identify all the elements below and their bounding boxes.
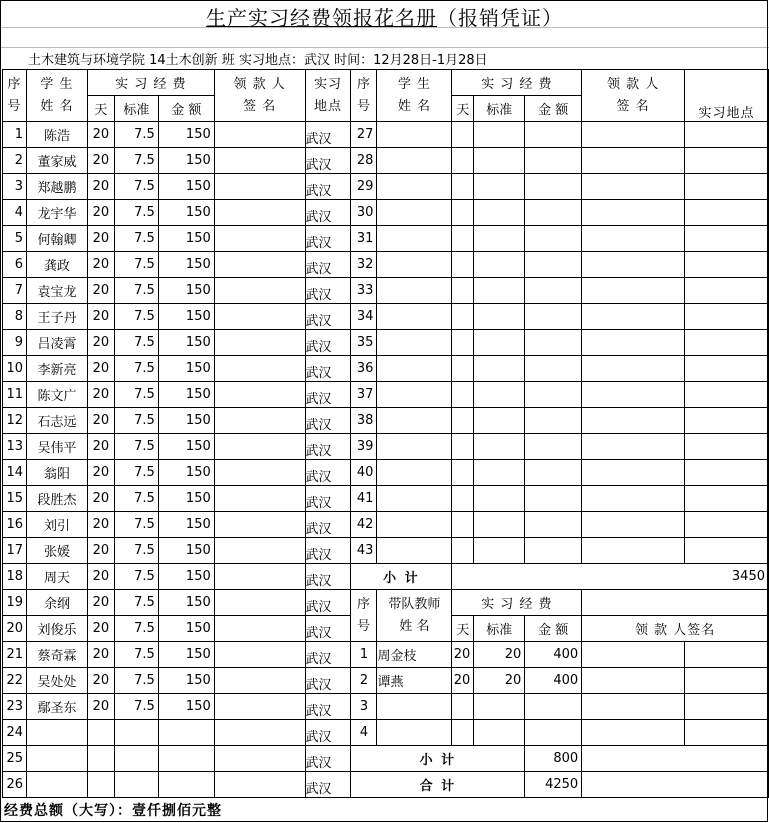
header-name: 学 生 姓 名 xyxy=(26,70,87,122)
row-amount: 150 xyxy=(158,434,214,460)
row-seq-2: 42 xyxy=(351,512,377,538)
student-name: 周天 xyxy=(26,564,87,590)
teacher-header-amount: 金 额 xyxy=(525,616,582,642)
student-name: 郑越鹏 xyxy=(26,174,87,200)
row-standard: 7.5 xyxy=(114,694,158,720)
header-day: 天 xyxy=(87,96,114,122)
row-days: 20 xyxy=(87,434,114,460)
row-seq: 1 xyxy=(3,122,27,148)
row-location: 武汉 xyxy=(305,486,351,512)
row-standard: 7.5 xyxy=(114,642,158,668)
row-location: 武汉 xyxy=(305,616,351,642)
row-days: 20 xyxy=(87,538,114,564)
subtotal-value: 3450 xyxy=(684,564,768,590)
header-amount-2: 金 额 xyxy=(525,96,582,122)
student-name: 何翰卿 xyxy=(26,226,87,252)
row-seq: 25 xyxy=(3,746,27,772)
row-standard: 7.5 xyxy=(114,304,158,330)
student-name: 袁宝龙 xyxy=(26,278,87,304)
student-name: 陈浩 xyxy=(26,122,87,148)
row-seq-2: 43 xyxy=(351,538,377,564)
teacher-header-day: 天 xyxy=(452,616,474,642)
row-location: 武汉 xyxy=(305,174,351,200)
row-amount: 150 xyxy=(158,668,214,694)
row-location: 武汉 xyxy=(305,538,351,564)
row-location: 武汉 xyxy=(305,668,351,694)
row-standard: 7.5 xyxy=(114,252,158,278)
row-days: 20 xyxy=(87,304,114,330)
grand-total-value: 4250 xyxy=(525,772,582,798)
teacher-header-name: 带队教师 姓 名 xyxy=(377,590,452,642)
student-name: 刘引 xyxy=(26,512,87,538)
row-seq-2: 33 xyxy=(351,278,377,304)
row-seq: 20 xyxy=(3,616,27,642)
student-name: 李新亮 xyxy=(26,356,87,382)
row-seq: 6 xyxy=(3,252,27,278)
row-standard: 7.5 xyxy=(114,616,158,642)
row-seq-2: 32 xyxy=(351,252,377,278)
row-seq-2: 29 xyxy=(351,174,377,200)
row-amount: 150 xyxy=(158,174,214,200)
header-seq: 序 号 xyxy=(3,70,27,122)
row-seq: 7 xyxy=(3,278,27,304)
row-days: 20 xyxy=(87,642,114,668)
row-standard: 7.5 xyxy=(114,226,158,252)
header-name-2: 学 生 姓 名 xyxy=(377,70,452,122)
row-location: 武汉 xyxy=(305,226,351,252)
student-name: 段胜杰 xyxy=(26,486,87,512)
row-amount: 150 xyxy=(158,694,214,720)
row-standard: 7.5 xyxy=(114,564,158,590)
teacher-days: 20 xyxy=(452,642,474,668)
row-amount: 150 xyxy=(158,382,214,408)
teacher-seq: 4 xyxy=(351,720,377,746)
row-days: 20 xyxy=(87,174,114,200)
teacher-amount: 400 xyxy=(525,668,582,694)
subtotal-label: 小 计 xyxy=(351,564,452,590)
row-standard: 7.5 xyxy=(114,356,158,382)
row-standard: 7.5 xyxy=(114,668,158,694)
row-standard: 7.5 xyxy=(114,148,158,174)
header-location: 实习 地点 xyxy=(305,70,351,122)
teacher-seq: 1 xyxy=(351,642,377,668)
row-days: 20 xyxy=(87,356,114,382)
row-seq-2: 36 xyxy=(351,356,377,382)
row-seq-2: 30 xyxy=(351,200,377,226)
row-location: 武汉 xyxy=(305,200,351,226)
row-days: 20 xyxy=(87,668,114,694)
row-amount: 150 xyxy=(158,122,214,148)
student-name: 吕凌霄 xyxy=(26,330,87,356)
student-name: 鄢圣东 xyxy=(26,694,87,720)
student-name: 吴处处 xyxy=(26,668,87,694)
row-seq: 16 xyxy=(3,512,27,538)
row-standard: 7.5 xyxy=(114,330,158,356)
row-location: 武汉 xyxy=(305,564,351,590)
row-location: 武汉 xyxy=(305,304,351,330)
student-name: 张媛 xyxy=(26,538,87,564)
row-standard: 7.5 xyxy=(114,512,158,538)
row-days: 20 xyxy=(87,278,114,304)
row-seq: 22 xyxy=(3,668,27,694)
row-amount: 150 xyxy=(158,148,214,174)
row-location: 武汉 xyxy=(305,330,351,356)
row-days: 20 xyxy=(87,226,114,252)
total-in-words: 经费总额（大写）：壹仟捌佰元整 xyxy=(4,803,222,819)
row-amount: 150 xyxy=(158,200,214,226)
row-standard: 7.5 xyxy=(114,200,158,226)
row-days: 20 xyxy=(87,512,114,538)
header-amount: 金 额 xyxy=(158,96,214,122)
row-days: 20 xyxy=(87,382,114,408)
row-days: 20 xyxy=(87,408,114,434)
teacher-subtotal-label: 小 计 xyxy=(351,746,525,772)
row-seq-2: 37 xyxy=(351,382,377,408)
teacher-name: 谭燕 xyxy=(377,668,452,694)
row-seq: 18 xyxy=(3,564,27,590)
header-std-2: 标准 xyxy=(474,96,525,122)
row-seq: 3 xyxy=(3,174,27,200)
student-name: 龚政 xyxy=(26,252,87,278)
teacher-days: 20 xyxy=(452,668,474,694)
row-standard: 7.5 xyxy=(114,122,158,148)
row-location: 武汉 xyxy=(305,772,351,798)
row-days: 20 xyxy=(87,122,114,148)
row-standard: 7.5 xyxy=(114,590,158,616)
row-seq-2: 39 xyxy=(351,434,377,460)
row-standard: 7.5 xyxy=(114,408,158,434)
row-amount: 150 xyxy=(158,616,214,642)
row-seq: 5 xyxy=(3,226,27,252)
row-amount: 150 xyxy=(158,330,214,356)
title-main: 生产实习经费领报花名册 xyxy=(206,6,437,30)
row-location: 武汉 xyxy=(305,382,351,408)
row-amount: 150 xyxy=(158,278,214,304)
header-seq-2: 序 号 xyxy=(351,70,377,122)
row-amount: 150 xyxy=(158,356,214,382)
row-location: 武汉 xyxy=(305,746,351,772)
row-amount: 150 xyxy=(158,486,214,512)
row-amount: 150 xyxy=(158,512,214,538)
teacher-seq: 2 xyxy=(351,668,377,694)
row-seq-2: 38 xyxy=(351,408,377,434)
row-standard: 7.5 xyxy=(114,538,158,564)
row-seq: 17 xyxy=(3,538,27,564)
row-seq: 2 xyxy=(3,148,27,174)
teacher-name: 周金枝 xyxy=(377,642,452,668)
teacher-seq: 3 xyxy=(351,694,377,720)
grand-total-label: 合 计 xyxy=(351,772,525,798)
row-location: 武汉 xyxy=(305,460,351,486)
row-amount: 150 xyxy=(158,564,214,590)
row-standard: 7.5 xyxy=(114,278,158,304)
row-seq: 12 xyxy=(3,408,27,434)
row-seq: 13 xyxy=(3,434,27,460)
student-name: 刘俊乐 xyxy=(26,616,87,642)
student-name: 龙宇华 xyxy=(26,200,87,226)
header-sign: 领 款 人 签 名 xyxy=(214,70,305,122)
student-name: 王子丹 xyxy=(26,304,87,330)
row-days: 20 xyxy=(87,564,114,590)
row-days: 20 xyxy=(87,486,114,512)
header-location-2: 实习地点 xyxy=(684,70,768,122)
row-seq: 14 xyxy=(3,460,27,486)
header-sign-2: 领 款 人 签 名 xyxy=(582,70,685,122)
row-standard: 7.5 xyxy=(114,174,158,200)
row-amount: 150 xyxy=(158,226,214,252)
row-location: 武汉 xyxy=(305,148,351,174)
row-location: 武汉 xyxy=(305,434,351,460)
header-expense: 实 习 经 费 xyxy=(87,70,214,96)
teacher-standard: 20 xyxy=(474,642,525,668)
row-standard: 7.5 xyxy=(114,434,158,460)
header-expense-2: 实 习 经 费 xyxy=(452,70,582,96)
row-seq: 26 xyxy=(3,772,27,798)
row-location: 武汉 xyxy=(305,252,351,278)
row-location: 武汉 xyxy=(305,590,351,616)
row-seq-2: 35 xyxy=(351,330,377,356)
teacher-header-expense: 实 习 经 费 xyxy=(452,590,582,616)
row-amount: 150 xyxy=(158,590,214,616)
row-amount: 150 xyxy=(158,642,214,668)
row-days: 20 xyxy=(87,330,114,356)
teacher-amount: 400 xyxy=(525,642,582,668)
row-days: 20 xyxy=(87,590,114,616)
row-standard: 7.5 xyxy=(114,382,158,408)
row-seq-2: 40 xyxy=(351,460,377,486)
row-location: 武汉 xyxy=(305,278,351,304)
row-amount: 150 xyxy=(158,408,214,434)
teacher-header-sign: 领 款 人签名 xyxy=(582,616,769,642)
teacher-standard: 20 xyxy=(474,668,525,694)
row-seq: 8 xyxy=(3,304,27,330)
row-location: 武汉 xyxy=(305,408,351,434)
row-amount: 150 xyxy=(158,538,214,564)
row-days: 20 xyxy=(87,694,114,720)
title-sub: （报销凭证） xyxy=(437,6,563,30)
row-days: 20 xyxy=(87,200,114,226)
row-seq-2: 28 xyxy=(351,148,377,174)
row-location: 武汉 xyxy=(305,642,351,668)
row-seq: 15 xyxy=(3,486,27,512)
row-location: 武汉 xyxy=(305,694,351,720)
row-seq-2: 31 xyxy=(351,226,377,252)
row-seq: 11 xyxy=(3,382,27,408)
teacher-header-seq: 序 号 xyxy=(351,590,377,642)
teacher-subtotal-value: 800 xyxy=(525,746,582,772)
student-name: 董家威 xyxy=(26,148,87,174)
row-seq: 21 xyxy=(3,642,27,668)
row-days: 20 xyxy=(87,460,114,486)
row-seq: 9 xyxy=(3,330,27,356)
header-std: 标准 xyxy=(114,96,158,122)
row-seq-2: 41 xyxy=(351,486,377,512)
row-seq: 24 xyxy=(3,720,27,746)
student-name: 石志远 xyxy=(26,408,87,434)
row-seq-2: 27 xyxy=(351,122,377,148)
row-location: 武汉 xyxy=(305,512,351,538)
row-seq: 4 xyxy=(3,200,27,226)
row-standard: 7.5 xyxy=(114,460,158,486)
student-name: 蔡奇霖 xyxy=(26,642,87,668)
row-seq: 10 xyxy=(3,356,27,382)
teacher-header-std: 标准 xyxy=(474,616,525,642)
row-days: 20 xyxy=(87,616,114,642)
row-location: 武汉 xyxy=(305,122,351,148)
row-seq-2: 34 xyxy=(351,304,377,330)
row-seq: 19 xyxy=(3,590,27,616)
student-name: 翁阳 xyxy=(26,460,87,486)
student-name: 余纲 xyxy=(26,590,87,616)
row-location: 武汉 xyxy=(305,356,351,382)
row-seq: 23 xyxy=(3,694,27,720)
row-days: 20 xyxy=(87,252,114,278)
row-amount: 150 xyxy=(158,460,214,486)
row-location: 武汉 xyxy=(305,720,351,746)
row-amount: 150 xyxy=(158,252,214,278)
row-days: 20 xyxy=(87,148,114,174)
header-day-2: 天 xyxy=(452,96,474,122)
student-name: 吴伟平 xyxy=(26,434,87,460)
student-name: 陈文广 xyxy=(26,382,87,408)
row-standard: 7.5 xyxy=(114,486,158,512)
row-amount: 150 xyxy=(158,304,214,330)
sub-header: 土木建筑与环境学院 14土木创新 班 实习地点：武汉 时间：12月28日-1月28日 xyxy=(28,53,488,68)
